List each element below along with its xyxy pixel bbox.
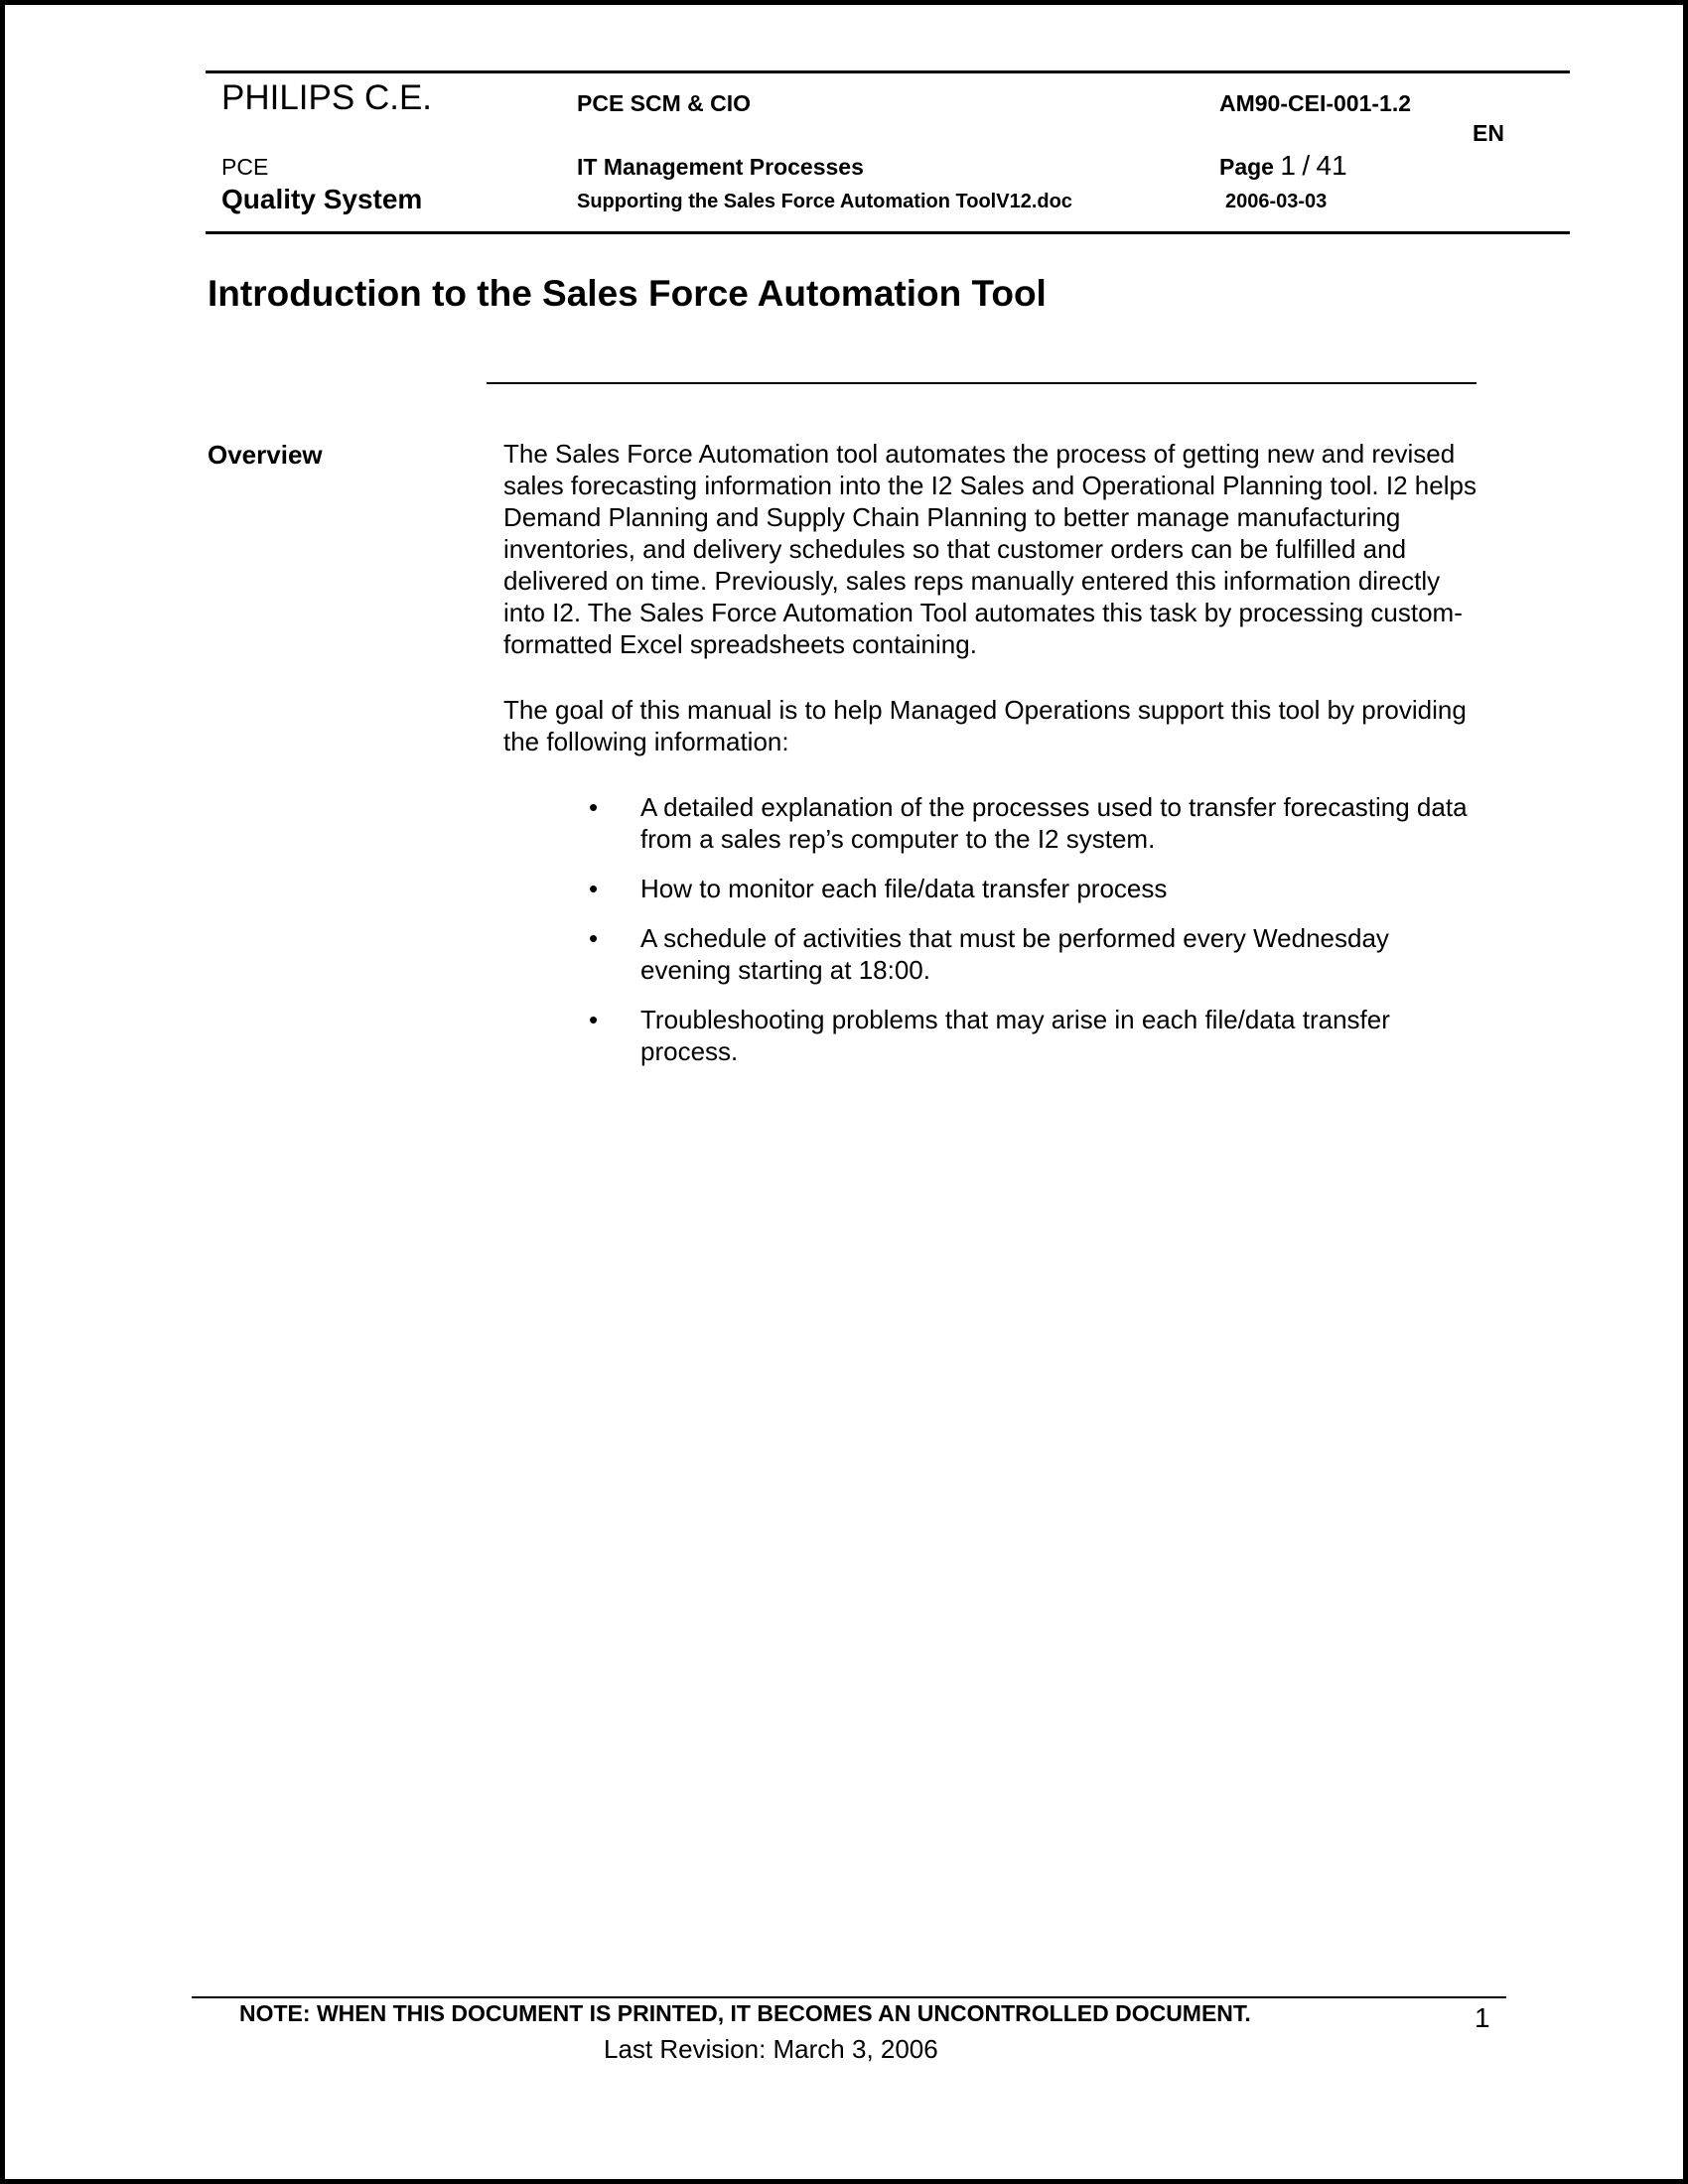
- bullet-icon: •: [589, 874, 599, 903]
- bullet-icon: •: [589, 923, 599, 953]
- last-revision: Last Revision: March 3, 2006: [604, 2034, 938, 2064]
- overview-body: [503, 438, 1486, 1085]
- section-rule: [487, 382, 1477, 384]
- page-title: Introduction to the Sales Force Automation Tool: [208, 273, 1047, 314]
- list-item: [589, 791, 1486, 855]
- system-name-line1: PCE: [221, 154, 269, 180]
- list-item-text: How to monitor each file/data transfer process: [640, 874, 1168, 903]
- bullet-icon: •: [589, 792, 599, 822]
- footer-rule: [192, 1996, 1506, 1998]
- list-item-text: A detailed explanation of the processes used to transfer forecasting data from a sales rep’s computer to the I2 system.: [640, 792, 1468, 854]
- footer-page-number: 1: [1475, 2002, 1490, 2033]
- company-name: PHILIPS C.E.: [221, 78, 433, 117]
- overview-label: Overview: [208, 440, 323, 470]
- language-code: EN: [1473, 120, 1504, 146]
- page-total: 41: [1316, 150, 1347, 181]
- page-label: Page: [1219, 154, 1274, 180]
- footer-note: NOTE: WHEN THIS DOCUMENT IS PRINTED, IT BECOMES AN UNCONTROLLED DOCUMENT.: [239, 2000, 1251, 2026]
- system-name-line2: Quality System: [221, 184, 423, 214]
- department: PCE SCM & CIO: [577, 90, 752, 116]
- list-item: [589, 922, 1486, 986]
- document-number: AM90-CEI-001-1.2: [1219, 90, 1412, 116]
- page-separator: /: [1302, 150, 1311, 181]
- process-name: IT Management Processes: [577, 154, 864, 180]
- header-bottom-rule: [206, 231, 1570, 234]
- document-date: 2006-03-03: [1225, 191, 1328, 212]
- list-item-text: A schedule of activities that must be performed every Wednesday evening starting at 18:00.: [640, 923, 1389, 985]
- overview-paragraph-1: The Sales Force Automation tool automates the process of getting new and revised sales forecasting information into the I2 Sales and Operational Planning tool. I2 helps Demand Planning and Supply Chain Planning to better manage manufacturing inventories, and delivery schedules so that customer orders can be fulfilled and delivered on time. Previously, sales reps manually entered this information directly into I2. The Sales Force Automation Tool automates this task by processing custom-formatted Excel spreadsheets containing.: [503, 439, 1477, 659]
- info-bullet-list: [503, 791, 1486, 1067]
- header-top-rule: [206, 70, 1570, 73]
- overview-paragraph-2: The goal of this manual is to help Managed Operations support this tool by providing the following information:: [503, 695, 1467, 756]
- bullet-icon: •: [589, 1005, 599, 1034]
- list-item: [589, 1004, 1486, 1067]
- file-name: Supporting the Sales Force Automation ToolV12.doc: [577, 191, 1072, 212]
- list-item-text: Troubleshooting problems that may arise in each file/data transfer process.: [640, 1005, 1390, 1066]
- page-current: 1: [1280, 150, 1296, 181]
- page-indicator: [1219, 150, 1347, 182]
- list-item: [589, 873, 1486, 904]
